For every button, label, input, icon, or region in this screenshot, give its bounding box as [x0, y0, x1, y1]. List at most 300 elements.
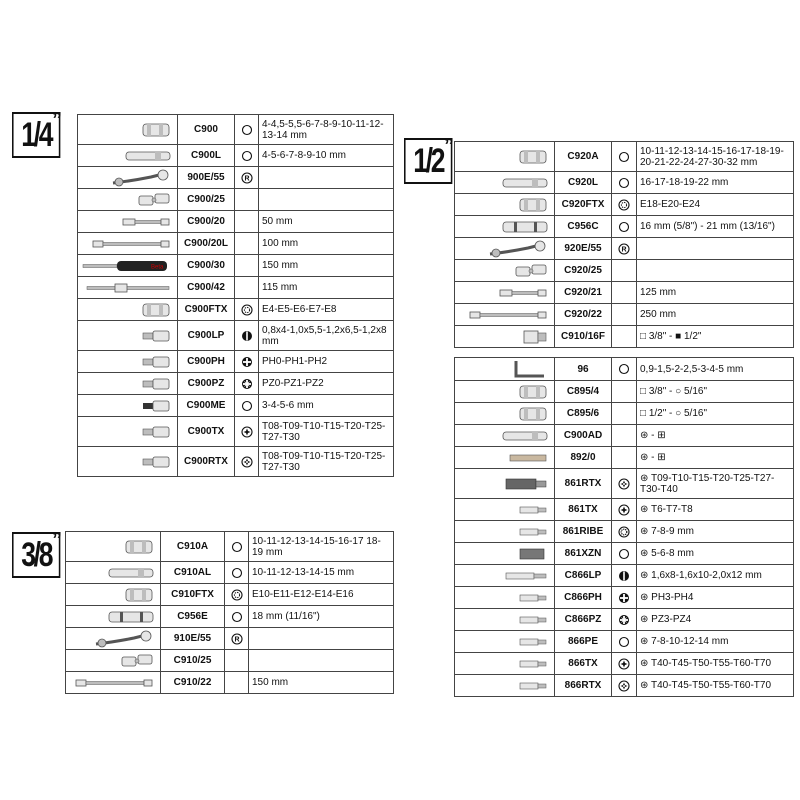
long-bit-icon	[504, 570, 548, 581]
tool-image-cell	[78, 351, 178, 373]
table-row	[455, 282, 794, 304]
tool-image-cell	[78, 321, 178, 351]
tool-image-cell	[455, 326, 555, 348]
part-code: C900PZ	[178, 373, 235, 395]
size-description: 4-5-6-7-8-9-10 mm	[259, 145, 394, 167]
tool-image-cell	[455, 447, 555, 469]
part-code: C900LP	[178, 321, 235, 351]
part-code: 866TX	[555, 653, 612, 675]
part-code: 866RTX	[555, 675, 612, 697]
table-row	[78, 211, 394, 233]
drive-type-cell	[612, 675, 637, 697]
size-description: □ 3/8" - ■ 1/2"	[637, 326, 794, 348]
drive-type-cell	[612, 587, 637, 609]
part-code: C900/42	[178, 277, 235, 299]
drive-type-cell	[612, 381, 637, 403]
drive-type-cell	[612, 499, 637, 521]
torx-icon	[618, 504, 630, 515]
table-row	[66, 532, 394, 562]
tool-image-cell	[455, 142, 555, 172]
svg-text:R: R	[233, 636, 240, 643]
size-description: ⊛ T09-T10-T15-T20-T25-T27-T30-T40	[637, 469, 794, 499]
table-row	[78, 395, 394, 417]
u-joint-icon	[120, 655, 154, 666]
table-row	[455, 587, 794, 609]
long-socket-icon	[108, 567, 154, 578]
socket-icon	[124, 541, 154, 552]
size-description: □ 1/2" - ○ 5/16"	[637, 403, 794, 425]
drive-type-cell	[235, 145, 259, 167]
bit-socket-icon	[141, 330, 171, 341]
bit-icon	[518, 658, 548, 669]
tool-image-cell	[66, 672, 161, 694]
socket-icon	[518, 386, 548, 397]
bit-icon	[518, 592, 548, 603]
tool-image-cell	[455, 499, 555, 521]
torx-ext-icon	[231, 589, 243, 600]
spark-socket-icon	[502, 221, 548, 232]
table-row	[455, 543, 794, 565]
tool-image-cell	[78, 115, 178, 145]
drive-type-cell	[235, 255, 259, 277]
size-description: 10-11-12-13-14-15-16-17 18-19 mm	[249, 532, 394, 562]
table-row	[455, 403, 794, 425]
part-code: 96	[555, 358, 612, 381]
size-description: 0,8x4-1,0x5,5-1,2x6,5-1,2x8 mm	[259, 321, 394, 351]
part-code: C900/20	[178, 211, 235, 233]
table-1-4-drive	[77, 114, 394, 477]
svg-text:Beta: Beta	[151, 264, 164, 270]
part-code: C900TX	[178, 417, 235, 447]
drive-type-cell	[612, 653, 637, 675]
tool-image-cell	[455, 304, 555, 326]
table-row	[66, 672, 394, 694]
long-bit-dark-icon	[504, 478, 548, 489]
svg-text:R: R	[243, 175, 250, 182]
ring-icon	[618, 548, 630, 559]
drive-type-cell	[612, 521, 637, 543]
part-code: 892/0	[555, 447, 612, 469]
inch-mark: ”	[52, 529, 62, 551]
table-row	[78, 115, 394, 145]
part-code: C920/25	[555, 260, 612, 282]
torx-res-icon	[618, 680, 630, 691]
drive-type-cell	[612, 447, 637, 469]
table-row	[78, 351, 394, 373]
size-description	[259, 167, 394, 189]
part-code: C910/16F	[555, 326, 612, 348]
extension-mid-icon	[91, 238, 171, 249]
tool-image-cell	[66, 650, 161, 672]
tool-image-cell	[78, 447, 178, 477]
tool-image-cell	[455, 425, 555, 447]
ring-icon	[241, 150, 253, 161]
drive-type-cell	[225, 628, 249, 650]
size-description: 250 mm	[637, 304, 794, 326]
size-description: 0,9-1,5-2-2,5-3-4-5 mm	[637, 358, 794, 381]
tool-image-cell	[66, 532, 161, 562]
hex-key-icon	[512, 364, 548, 375]
table-bits-accessories	[454, 357, 794, 697]
svg-text:R: R	[621, 246, 627, 253]
drive-type-cell	[235, 417, 259, 447]
torx-ext-icon	[241, 304, 253, 315]
table-row	[66, 562, 394, 584]
table-row	[455, 565, 794, 587]
size-description: ⊛ 7-8-9 mm	[637, 521, 794, 543]
extension-short-icon	[498, 287, 548, 298]
tool-image-cell	[78, 189, 178, 211]
part-code: C900/30	[178, 255, 235, 277]
table-row	[455, 675, 794, 697]
tool-image-cell	[78, 233, 178, 255]
size-description: E4-E5-E6-E7-E8	[259, 299, 394, 321]
tool-image-cell	[78, 299, 178, 321]
tool-image-cell	[78, 211, 178, 233]
part-code: 861XZN	[555, 543, 612, 565]
bit-holder-icon	[508, 452, 548, 463]
drive-type-cell	[612, 631, 637, 653]
size-description: PZ0-PZ1-PZ2	[259, 373, 394, 395]
drive-type-cell	[235, 299, 259, 321]
ring-icon	[231, 541, 243, 552]
part-code: C900FTX	[178, 299, 235, 321]
table-row	[78, 321, 394, 351]
tool-image-cell	[455, 260, 555, 282]
table-row	[66, 584, 394, 606]
tool-image-cell	[78, 395, 178, 417]
tool-image-cell	[66, 628, 161, 650]
table-row	[455, 425, 794, 447]
phillips-icon	[241, 356, 253, 367]
table-row	[455, 469, 794, 499]
tool-image-cell	[455, 358, 555, 381]
table-row	[78, 255, 394, 277]
drive-type-cell	[612, 260, 637, 282]
socket-icon	[141, 124, 171, 135]
extension-short-icon	[121, 216, 171, 227]
size-description	[259, 189, 394, 211]
size-description: ⊛ - ⊞	[637, 425, 794, 447]
ring-icon	[618, 151, 630, 162]
part-code: C956E	[161, 606, 225, 628]
ring-icon	[241, 124, 253, 135]
table-row	[78, 277, 394, 299]
table-row	[66, 628, 394, 650]
size-description	[249, 628, 394, 650]
size-description: ⊛ PZ3-PZ4	[637, 609, 794, 631]
ring-icon	[618, 364, 630, 375]
size-description: 150 mm	[259, 255, 394, 277]
drive-type-cell	[235, 373, 259, 395]
drive-type-cell	[612, 425, 637, 447]
drive-type-cell	[235, 167, 259, 189]
part-code: C910A	[161, 532, 225, 562]
table-row	[455, 172, 794, 194]
tool-image-cell	[455, 565, 555, 587]
tool-image-cell	[78, 417, 178, 447]
slot-icon	[241, 330, 253, 341]
drive-type-cell	[235, 321, 259, 351]
drive-type-cell	[612, 282, 637, 304]
size-description: T08-T09-T10-T15-T20-T25-T27-T30	[259, 447, 394, 477]
size-description: 4-4,5-5,5-6-7-8-9-10-11-12-13-14 mm	[259, 115, 394, 145]
size-description: □ 3/8" - ○ 5/16"	[637, 381, 794, 403]
size-description: 16-17-18-19-22 mm	[637, 172, 794, 194]
drive-type-cell	[225, 584, 249, 606]
ring-icon	[618, 177, 630, 188]
socket-icon	[518, 199, 548, 210]
part-code: 861TX	[555, 499, 612, 521]
drive-type-cell	[235, 447, 259, 477]
table-row	[455, 260, 794, 282]
part-code: 910E/55	[161, 628, 225, 650]
slot-icon	[618, 570, 630, 581]
drive-type-cell	[612, 194, 637, 216]
size-description	[637, 238, 794, 260]
ring-icon	[231, 611, 243, 622]
bit-socket-icon	[141, 426, 171, 437]
drive-type-cell	[612, 403, 637, 425]
spark-socket-icon	[108, 611, 154, 622]
bit-icon	[518, 504, 548, 515]
tool-image-cell	[78, 145, 178, 167]
size-description: ⊛ 1,6x8-1,6x10-2,0x12 mm	[637, 565, 794, 587]
part-code: C900PH	[178, 351, 235, 373]
table-row	[455, 609, 794, 631]
part-code: 866PE	[555, 631, 612, 653]
socket-icon	[124, 589, 154, 600]
drive-type-cell	[235, 233, 259, 255]
part-code: C900	[178, 115, 235, 145]
drive-type-cell	[225, 532, 249, 562]
table-row	[78, 233, 394, 255]
table-row	[66, 606, 394, 628]
size-description: ⊛ - ⊞	[637, 447, 794, 469]
drive-type-cell	[235, 211, 259, 233]
torx-icon	[618, 658, 630, 669]
extension-mid-icon	[74, 677, 154, 688]
ribe-icon	[618, 526, 630, 537]
tool-image-cell	[455, 238, 555, 260]
section-label-text: 1/2	[413, 142, 444, 180]
pozi-icon	[241, 378, 253, 389]
part-code: C920A	[555, 142, 612, 172]
size-description: ⊛ 5-6-8 mm	[637, 543, 794, 565]
drive-type-cell	[612, 142, 637, 172]
drive-type-cell	[612, 469, 637, 499]
size-description: ⊛ 7-8-10-12-14 mm	[637, 631, 794, 653]
inch-mark: ”	[444, 135, 454, 157]
table-row	[455, 653, 794, 675]
tool-image-cell	[455, 521, 555, 543]
size-description: 115 mm	[259, 277, 394, 299]
tool-image-cell	[455, 653, 555, 675]
part-code: C920/21	[555, 282, 612, 304]
tool-image-cell	[455, 631, 555, 653]
torx-res-icon	[241, 456, 253, 467]
table-row	[455, 216, 794, 238]
tool-image-cell	[455, 282, 555, 304]
part-code: C866PZ	[555, 609, 612, 631]
drive-type-cell	[235, 115, 259, 145]
table-row	[455, 304, 794, 326]
table-row	[78, 417, 394, 447]
table-row	[78, 167, 394, 189]
size-description: ⊛ T40-T45-T50-T55-T60-T70	[637, 675, 794, 697]
tool-image-cell	[455, 172, 555, 194]
drive-type-cell	[612, 358, 637, 381]
table-row	[66, 650, 394, 672]
tool-image-cell	[66, 562, 161, 584]
tool-image-cell	[78, 373, 178, 395]
part-code: C866PH	[555, 587, 612, 609]
tool-image-cell	[78, 277, 178, 299]
tool-image-cell	[455, 675, 555, 697]
r-icon	[241, 172, 253, 183]
size-description: 125 mm	[637, 282, 794, 304]
drive-type-cell	[225, 650, 249, 672]
part-code: C900RTX	[178, 447, 235, 477]
size-description: 100 mm	[259, 233, 394, 255]
r-icon	[618, 243, 630, 254]
drive-type-cell	[235, 189, 259, 211]
size-description: 10-11-12-13-14-15 mm	[249, 562, 394, 584]
pozi-icon	[618, 614, 630, 625]
part-code: C910/25	[161, 650, 225, 672]
screwdriver-handle-icon	[81, 260, 171, 271]
tool-image-cell	[455, 216, 555, 238]
table-row	[455, 521, 794, 543]
bit-icon	[518, 526, 548, 537]
inch-mark: ”	[52, 109, 62, 131]
size-description: 150 mm	[249, 672, 394, 694]
section-label-text: 3/8	[21, 536, 52, 574]
size-description	[249, 650, 394, 672]
drive-type-cell	[612, 172, 637, 194]
table-row	[455, 358, 794, 381]
long-socket-icon	[502, 177, 548, 188]
bit-icon	[518, 614, 548, 625]
table-row	[455, 194, 794, 216]
part-code: C895/4	[555, 381, 612, 403]
size-description: E10-E11-E12-E14-E16	[249, 584, 394, 606]
part-code: C956C	[555, 216, 612, 238]
long-socket-icon	[125, 150, 171, 161]
adapter-icon	[522, 331, 548, 342]
size-description: 10-11-12-13-14-15-16-17-18-19-20-21-22-24-27-30-32 mm	[637, 142, 794, 172]
size-description: ⊛ PH3-PH4	[637, 587, 794, 609]
size-description: PH0-PH1-PH2	[259, 351, 394, 373]
part-code: 900E/55	[178, 167, 235, 189]
drive-type-cell	[612, 304, 637, 326]
drive-type-cell	[612, 609, 637, 631]
part-code: C920/22	[555, 304, 612, 326]
drive-type-cell	[235, 277, 259, 299]
table-row	[78, 189, 394, 211]
r-icon	[231, 633, 243, 644]
size-description: T08-T09-T10-T15-T20-T25-T27-T30	[259, 417, 394, 447]
phillips-icon	[618, 592, 630, 603]
bit-socket-icon	[141, 378, 171, 389]
table-1-2-drive	[454, 141, 794, 348]
ring-icon	[241, 400, 253, 411]
ring-icon	[618, 636, 630, 647]
part-code: 861RIBE	[555, 521, 612, 543]
drive-type-cell	[235, 351, 259, 373]
drive-type-cell	[235, 395, 259, 417]
table-row	[78, 299, 394, 321]
ring-icon	[231, 567, 243, 578]
table-row	[455, 631, 794, 653]
tool-image-cell	[78, 167, 178, 189]
tool-image-cell	[455, 403, 555, 425]
tool-image-cell	[455, 469, 555, 499]
long-socket-icon	[502, 430, 548, 441]
table-row	[455, 381, 794, 403]
part-code: C910/22	[161, 672, 225, 694]
drive-type-cell	[612, 326, 637, 348]
drive-type-cell	[612, 565, 637, 587]
u-joint-icon	[514, 265, 548, 276]
tool-image-cell	[455, 543, 555, 565]
table-row	[455, 326, 794, 348]
u-joint-icon	[137, 194, 171, 205]
part-code: C866LP	[555, 565, 612, 587]
socket-icon	[141, 304, 171, 315]
size-description: ⊛ T40-T45-T50-T55-T60-T70	[637, 653, 794, 675]
bit-socket-icon	[141, 356, 171, 367]
part-code: 861RTX	[555, 469, 612, 499]
table-3-8-drive	[65, 531, 394, 694]
size-description: ⊛ T6-T7-T8	[637, 499, 794, 521]
size-description: 18 mm (11/16")	[249, 606, 394, 628]
torx-icon	[241, 426, 253, 437]
part-code: C900/20L	[178, 233, 235, 255]
size-description: 50 mm	[259, 211, 394, 233]
part-code: C920L	[555, 172, 612, 194]
tool-image-cell	[78, 255, 178, 277]
bit-socket-dark-icon	[141, 400, 171, 411]
drive-type-cell	[612, 543, 637, 565]
part-code: C895/6	[555, 403, 612, 425]
table-row	[455, 499, 794, 521]
extension-mid-icon	[468, 309, 548, 320]
part-code: C910FTX	[161, 584, 225, 606]
torx-ext-icon	[618, 199, 630, 210]
bit-socket-icon	[141, 456, 171, 467]
tool-image-cell	[455, 587, 555, 609]
ratchet-icon	[111, 172, 171, 183]
size-description: 3-4-5-6 mm	[259, 395, 394, 417]
table-row	[455, 447, 794, 469]
part-code: C900L	[178, 145, 235, 167]
tool-image-cell	[455, 194, 555, 216]
drive-type-cell	[612, 216, 637, 238]
drive-type-cell	[225, 606, 249, 628]
part-code: C900AD	[555, 425, 612, 447]
part-code: C920FTX	[555, 194, 612, 216]
sliding-bar-icon	[85, 282, 171, 293]
table-row	[78, 373, 394, 395]
size-description: 16 mm (5/8") - 21 mm (13/16")	[637, 216, 794, 238]
bit-icon	[518, 680, 548, 691]
ratchet-icon	[94, 633, 154, 644]
drive-type-cell	[225, 562, 249, 584]
bit-icon	[518, 636, 548, 647]
part-code: C900/25	[178, 189, 235, 211]
table-row	[455, 238, 794, 260]
